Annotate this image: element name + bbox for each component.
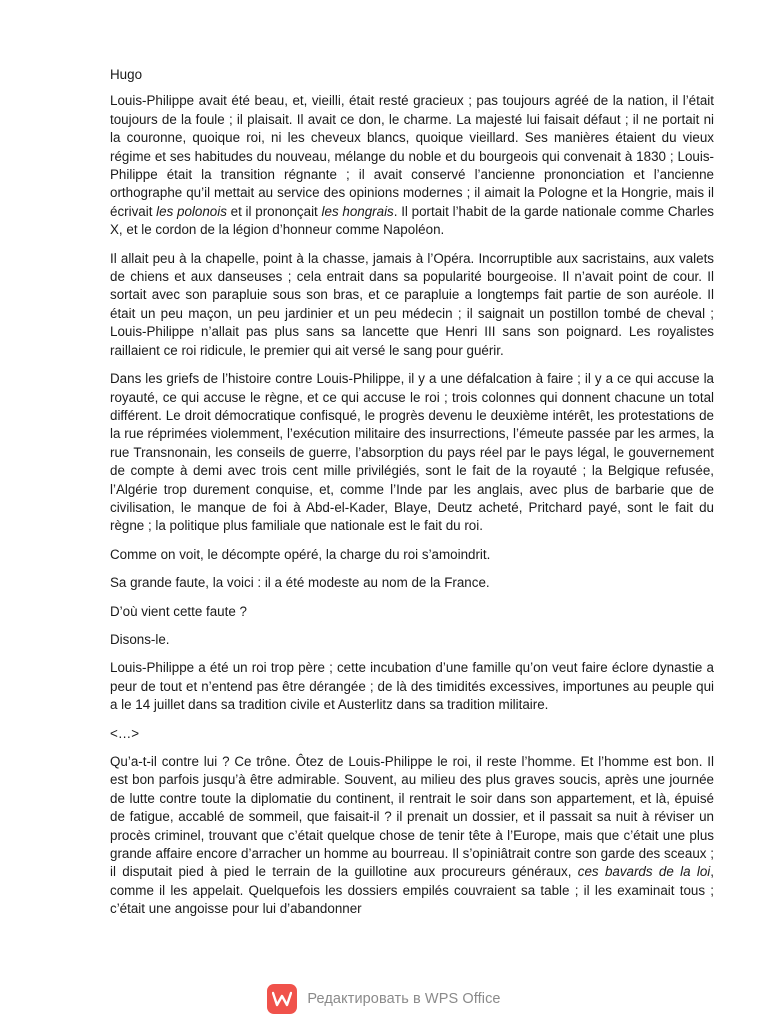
paragraph (110, 631, 714, 649)
text-run: Louis-Philippe a été un roi trop père ; cette incubation d’une famille qu’on veut faire éclore dynastie a peur de tout et n’entend pas être dérangée ; de là des timidités excessives, importunes au peuple qui a le 14 juillet dans sa tradition civile et Austerlitz dans sa tradition militaire. (110, 660, 714, 713)
paragraph (110, 753, 714, 919)
paragraph (110, 659, 714, 714)
italic-phrase: les hongrais (321, 203, 394, 219)
paragraph (110, 92, 714, 239)
text-run: <…> (110, 725, 140, 741)
document-page (110, 66, 714, 929)
paragraph (110, 574, 714, 592)
document-title: Hugo (110, 67, 143, 82)
text-run: . Il portait l’habit de la garde nationale comme Charles X, et le cordon de la légion d’honneur comme Napoléon. (110, 203, 714, 238)
text-run: Comme on voit, le décompte opéré, la charge du roi s’amoindrit. (110, 546, 491, 562)
text-run: Dans les griefs de l’histoire contre Louis-Philippe, il y a une défalcation à faire ; il y a ce qui accuse la royauté, ce qui accuse le règne, et ce qui accuse le roi ; trois colonnes qui donnent chacune un total différent. Le droit démocratique confisqué, le progrès devenu le deuxième intérêt, les protestations de la rue réprimées violemment, l’exécution militaire des insurrections, l’émeute passée par les armes, la rue Transnonain, les conseils de guerre, l’absorption du pays réel par le pays légal, le gouvernement de compte à demi avec trois cent mille privilégiés, sont le fait de la royauté ; la Belgique refusée, l’Algérie trop durement conquise, et, comme l’Inde par les anglais, avec plus de barbarie que de civilisation, le manque de foi à Abd-el-Kader, Blaye, Deutz acheté, Pritchard payé, sont le fait du règne ; la politique plus familiale que nationale est le fait du roi. (110, 371, 714, 534)
text-run: , comme il les appelait. Quelquefois les dossiers empilés couvraient sa table ; il les examinait tous ; c’était une angoisse pour lui d’abandonner (110, 864, 714, 917)
text-run: Sa grande faute, la voici : il a été modeste au nom de la France. (110, 575, 490, 591)
text-run: et il prononçait (226, 203, 322, 219)
wps-logo-icon[interactable] (267, 984, 297, 1014)
italic-phrase: les polonois (156, 203, 227, 219)
text-run: Disons-le. (110, 631, 170, 647)
wps-w-glyph-icon (272, 991, 292, 1007)
text-run: Louis-Philippe avait été beau, et, vieilli, était resté gracieux ; pas toujours agréé de la nation, il l’était toujours de la foule ; il plaisait. Il avait ce don, le charme. La majesté lui faisait défaut ; il ne portait ni la couronne, quoique roi, ni les cheveux blancs, quoique vieillard. Ses manières étaient du vieux régime et ses habitudes du nouveau, mélange du noble et du bourgeois qui convenait à 1830 ; Louis-Philippe était la transition régnante ; il avait conservé l’ancienne prononciation et l’ancienne orthographe qu’il mettait au service des opinions modernes ; il aimait la Pologne et la Hongrie, mais il écrivait (110, 93, 714, 219)
italic-phrase: ces bavards de la loi (577, 864, 711, 880)
paragraph (110, 250, 714, 360)
wps-edit-banner[interactable] (0, 982, 768, 1016)
paragraph (110, 546, 714, 564)
wps-edit-label[interactable]: Редактировать в WPS Office (307, 991, 501, 1007)
text-run: Il allait peu à la chapelle, point à la chasse, jamais à l’Opéra. Incorruptible aux sacristains, aux valets de chiens et aux danseuses ; cela entrait dans sa popularité bourgeoise. Il n’avait point de cour. Il sortait avec son parapluie sous son bras, et ce parapluie a longtemps fait partie de son auréole. Il était un peu maçon, un peu jardinier et un peu médecin ; il saignait un postillon tombé de cheval ; Louis-Philippe n’allait pas plus sans sa lancette que Henri III sans son poignard. Les royalistes raillaient ce roi ridicule, le premier qui ait versé le sang pour guérir. (110, 250, 714, 358)
paragraph (110, 725, 714, 743)
document-body (110, 92, 714, 918)
paragraph (110, 603, 714, 621)
text-run: D’où vient cette faute ? (110, 603, 247, 619)
text-run: Qu’a-t-il contre lui ? Ce trône. Ôtez de Louis-Philippe le roi, il reste l’homme. Et l’homme est bon. Il est bon parfois jusqu’à être admirable. Souvent, au milieu des plus graves soucis, après une journée de lutte contre toute la diplomatie du continent, il rentrait le soir dans son appartement, et là, épuisé de fatigue, accablé de sommeil, que faisait-il ? il prenait un dossier, et il passait sa nuit à réviser un procès criminel, trouvant que c’était quelque chose de tenir tête à l’Europe, mais que c’était une plus grande affaire encore d’arracher un homme au bourreau. Il s’opiniâtrait contre son garde des sceaux ; il disputait pied à pied le terrain de la guillotine aux procureurs généraux, (110, 754, 714, 880)
paragraph (110, 370, 714, 536)
